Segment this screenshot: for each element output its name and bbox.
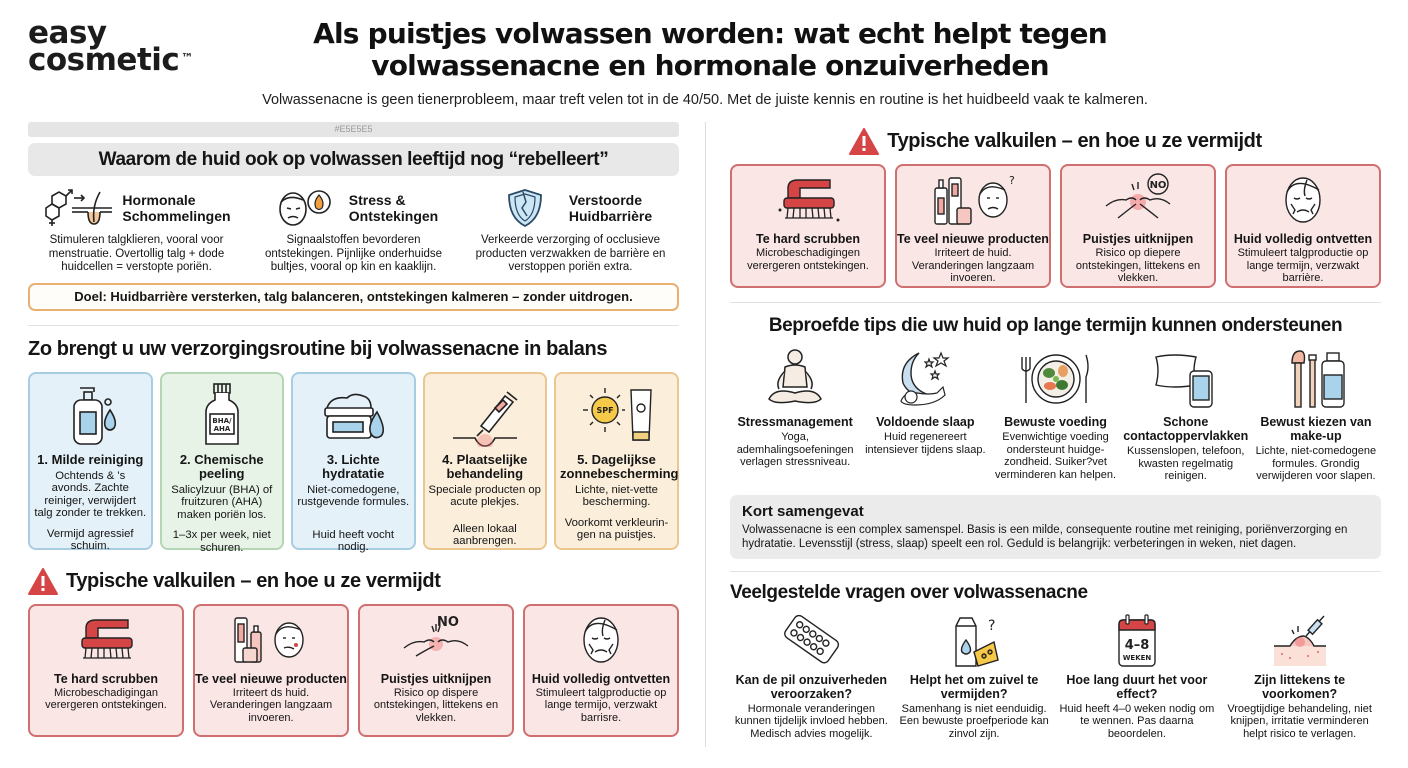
cause-title: Stress & (348, 192, 406, 208)
faq-row (730, 612, 1381, 741)
pitfall-title: Te hard scrubben (756, 232, 860, 246)
step-note: Vermijd agressief schuim. (46, 527, 134, 552)
goal-banner: Doel: Huidbarrière versterken, talg balanceren, ontstekingen kalmeren – zonder uitdrogen. (28, 283, 679, 311)
pitfall-card-squeezing (1060, 164, 1216, 288)
pitfall-text: Microbeschadigingen verergeren ontstekingen. (747, 247, 869, 272)
products-confused-face-icon (923, 172, 1023, 226)
step-title: 5. Dagelijkse zonnebescherming (560, 451, 679, 481)
section-divider (730, 571, 1381, 572)
step-text: Lichte, niet-vette bescherming. (575, 483, 658, 508)
step-note: Alleen lokaal aanbrengen. (452, 522, 517, 547)
pitfall-title: Te veel nieuwe producten (897, 232, 1049, 246)
section-divider (28, 325, 679, 326)
trademark: ™ (181, 51, 193, 65)
cause-text: Stimuleren talgklieren, vooral voor menstruatie. Overtollig talg + dode huidcellen = verstopte poriën. (48, 234, 225, 273)
pitfalls-row (28, 604, 679, 737)
step-note: Voorkomt verkleurin-gen na puistjes. (564, 516, 669, 541)
pitfall-text: Stimuleert talgproductie op lange termijn, verzwakt barrière. (1237, 247, 1369, 284)
pitfall-title: Huid volledig ontvetten (1233, 232, 1373, 246)
cause-title: Verstoorde (568, 192, 643, 208)
svg-text:WEKEN: WEKEN (1122, 653, 1152, 662)
pitfalls-title: Typische valkuilen – en hoe u ze vermijdt (887, 130, 1262, 152)
step-card-hydration (291, 372, 416, 553)
brand-line2: cosmetic (28, 42, 180, 78)
spf-sunscreen-icon (577, 382, 657, 447)
tip-text: Kussenslopen, telefoon, kwasten regelmatig reinigen. (1127, 445, 1245, 482)
summary-box (730, 495, 1381, 559)
pitfall-text: Microbeschadigingan verergeren ontstekingen. (45, 686, 167, 711)
cause-barrier (462, 186, 679, 275)
svg-text:?: ? (1009, 174, 1015, 187)
pitfall-card-scrubbing (730, 164, 886, 288)
svg-text:4–8: 4–8 (1124, 637, 1150, 653)
pitfall-text: Risico op dispere ontstekingen, littekens en vlekken. (373, 686, 499, 724)
tip-text: Evenwichtige voeding ondersteunt huidge-zondheid. Suiker?vet verminderen kan helpen. (994, 431, 1117, 481)
tip-text: Yoga, ademhalingsoefeningen verlagen stressniveau. (736, 431, 854, 468)
faq-section-title: Veelgestelde vragen over volwassenacne (730, 581, 1088, 603)
cause-title-2: Schommelingen (122, 208, 231, 224)
step-note: Huid heeft vocht nodig. (312, 528, 395, 553)
pitfalls-row-right (730, 164, 1381, 288)
svg-text:SPF: SPF (595, 405, 614, 415)
step-text: Speciale producten op acute plekjes. (428, 483, 541, 508)
step-card-cleansing (28, 372, 153, 550)
tips-section-title: Beproefde tips die uw huid op lange termijn kunnen ondersteunen (768, 315, 1343, 336)
dry-face-icon (1253, 172, 1353, 226)
cause-stress (245, 186, 462, 275)
step-text: Niet-comedogene, rustgevende formules. (297, 483, 410, 508)
svg-text:NO: NO (437, 614, 459, 630)
warning-icon (849, 128, 879, 155)
tips-row (730, 347, 1381, 483)
tip-title: Bewust kiezen van make-up (1260, 415, 1372, 443)
page-subtitle: Volwassenacne is geen tienerprobleem, maar treft velen tot in de 40/50. Met de juiste kennis en routine is het huidbeeld vaak te kalmeren. (262, 92, 1148, 108)
faq-question: Hoe lang duurt het voor effect? (1066, 672, 1208, 701)
cause-title-2: Ontstekingen (348, 208, 439, 224)
summary-title: Kort samengevat (742, 502, 864, 520)
stressed-face-flame-icon (269, 188, 341, 228)
bha-aha-bottle-icon (182, 382, 262, 447)
svg-text:?: ? (988, 617, 996, 634)
step-text: Salicylzuur (BHA) of fruitzuren (AHA) maken poriën los. (171, 483, 273, 521)
pitfall-text: Irriteert de huid. Veranderingen langzaam invoeren. (911, 247, 1035, 284)
pitfall-card-products (895, 164, 1051, 288)
faq-answer: Vroegtijdige behandeling, niet knijpen, irritatie verminderen helpt risico te verlagen. (1227, 702, 1372, 740)
hormone-follicle-icon (42, 188, 114, 228)
cleanser-pump-icon (50, 382, 130, 447)
pitfalls-heading (28, 568, 679, 595)
pitfall-card-scrubbing (28, 604, 184, 737)
pitfall-card-degreasing (523, 604, 679, 737)
spot-treatment-tube-icon (445, 382, 525, 447)
right-column (730, 128, 1381, 740)
pitfall-text: Risico op diepere ontstekingen, littekens en vlekken. (1075, 247, 1201, 284)
tip-title: Bewuste voeding (1004, 415, 1107, 429)
pitfall-title: Puistjes uitknijpen (1082, 232, 1194, 246)
svg-text:BHA/: BHA/ (212, 416, 232, 425)
left-column (28, 122, 679, 737)
brand-line1: easy (28, 15, 107, 51)
svg-text:NO: NO (1149, 180, 1167, 191)
products-irritated-face-icon (221, 612, 321, 666)
step-card-peeling (160, 372, 285, 554)
faq-item-duration (1056, 612, 1219, 741)
cause-hormonal (28, 186, 245, 275)
cause-text: Verkeerde verzorging of occlusieve producten verzwakken de barrière en verstoppen poriën extra. (475, 234, 666, 273)
cream-jar-icon (313, 382, 393, 447)
step-card-sunscreen (554, 372, 679, 550)
pitfalls-heading-right (730, 128, 1381, 155)
moon-sleep-icon (885, 347, 965, 409)
faq-answer: Hormonale veranderingen kunnen tijdelijk invloed hebben. Medisch advies mogelijk. (734, 702, 888, 740)
scrub-brush-icon (758, 172, 858, 226)
scrub-brush-icon (56, 612, 156, 666)
pitfall-title: Te veel nieuwe producten (195, 671, 347, 686)
cracked-shield-icon (489, 188, 561, 228)
skin-scar-treatment-icon (1260, 612, 1340, 668)
column-divider (705, 122, 706, 747)
step-note: 1–3x per week, niet schuren. (172, 529, 271, 554)
tip-clean-surfaces (1121, 347, 1251, 483)
tip-makeup (1251, 347, 1381, 483)
step-card-spot-treatment (423, 372, 548, 550)
title-line2: volwassenacne en hormonale onzuiverheden (371, 49, 1049, 82)
faq-item-dairy (893, 612, 1056, 741)
faq-question: Zijn littekens te voorkomen? (1254, 672, 1346, 701)
svg-text:AHA: AHA (213, 424, 231, 433)
tip-stress (730, 347, 860, 483)
routine-section-title: Zo brengt u uw verzorgingsroutine bij volwassenacne in balans (28, 337, 608, 360)
faq-question: Helpt het om zuivel te vermijden? (909, 672, 1039, 701)
tip-nutrition (990, 347, 1120, 483)
calendar-weeks-icon (1097, 612, 1177, 668)
pill-blister-icon (771, 612, 851, 668)
brand-logo (28, 15, 193, 78)
tip-text: Huid regenereert intensiever tijdens slaap. (865, 431, 986, 456)
squeezing-fingers-icon (386, 612, 486, 666)
tip-title: Voldoende slaap (876, 415, 975, 429)
squeezing-fingers-icon (1088, 172, 1188, 226)
tip-title: Stressmanagement (737, 415, 853, 429)
cause-title: Hormonale (122, 192, 196, 208)
hex-color-bar: #E5E5E5 (28, 122, 679, 137)
causes-row (28, 186, 679, 275)
step-title: 4. Plaatselijke behandeling (442, 451, 528, 481)
tip-title: Schone contactoppervlakken (1123, 415, 1249, 443)
tip-text: Lichte, niet-comedogene formules. Grondig verwijderen voor slapen. (1255, 445, 1377, 482)
why-section-title: Waarom de huid ook op volwassen leeftijd nog “rebelleert” (28, 143, 679, 176)
faq-question: Kan de pil onzuiverheden veroorzaken? (735, 672, 888, 701)
pitfalls-title: Typische valkuilen – en hoe u ze vermijdt (66, 569, 441, 592)
pitfall-text: Irriteert ds huid. Veranderingen langzaam invoeren. (209, 686, 333, 724)
pitfall-card-products (193, 604, 349, 737)
routine-steps (28, 372, 679, 554)
meditation-icon (755, 347, 835, 409)
pitfall-card-squeezing (358, 604, 514, 737)
section-divider (730, 302, 1381, 303)
cause-title-2: Huidbarrière (568, 208, 653, 224)
page-title (260, 18, 1160, 82)
step-text: Ochtends & 's avonds. Zachte reiniger, verwijdert talg zonder te trekken. (34, 469, 147, 519)
cause-text: Signaalstoffen bevorderen ontstekingen. Pijnlijke onderhuidse bultjes, vooral op kin en kaaklijn. (264, 234, 443, 273)
pitfall-card-degreasing (1225, 164, 1381, 288)
warning-icon (28, 568, 58, 595)
step-title: 2. Chemische peeling (179, 451, 264, 481)
pitfall-text: Stimuleert talgproductie op lange termijo, verzwakt barriѕre. (535, 686, 667, 724)
faq-answer: Huid heeft 4–0 weken nodig om te wennen. Pas daarna beoordelen. (1059, 702, 1215, 740)
tip-sleep (860, 347, 990, 483)
faq-item-pill (730, 612, 893, 741)
step-title: 1. Milde reiniging (37, 451, 144, 467)
pitfall-title: Huid volledig ontvetten (531, 671, 671, 686)
pitfall-title: Te hard scrubben (54, 671, 158, 686)
summary-text: Volwassenacne is een complex samenspel. Basis is een milde, consequente routine met reiniging, poriënverzorging en hydratatie. Levensstijl (stress, slaap) speelt een rol. Geduld is belangrijk: verbeteringen in weken, niet dagen. (742, 523, 1348, 550)
milk-cheese-icon (934, 612, 1014, 668)
title-line1: Als puistjes volwassen worden: wat echt helpt tegen (313, 17, 1107, 50)
pillow-phone-icon (1146, 347, 1226, 409)
step-title: 3. Lichte hydratatie (322, 451, 385, 481)
faq-answer: Samenhang is niet eenduidig. Een bewuste proefperiode kan zinvol zijn. (899, 702, 1049, 740)
makeup-brush-bottle-icon (1276, 347, 1356, 409)
faq-item-scars (1218, 612, 1381, 741)
pitfall-title: Puistjes uitknijpen (380, 671, 492, 686)
dry-face-icon (551, 612, 651, 666)
healthy-plate-icon (1016, 347, 1096, 409)
